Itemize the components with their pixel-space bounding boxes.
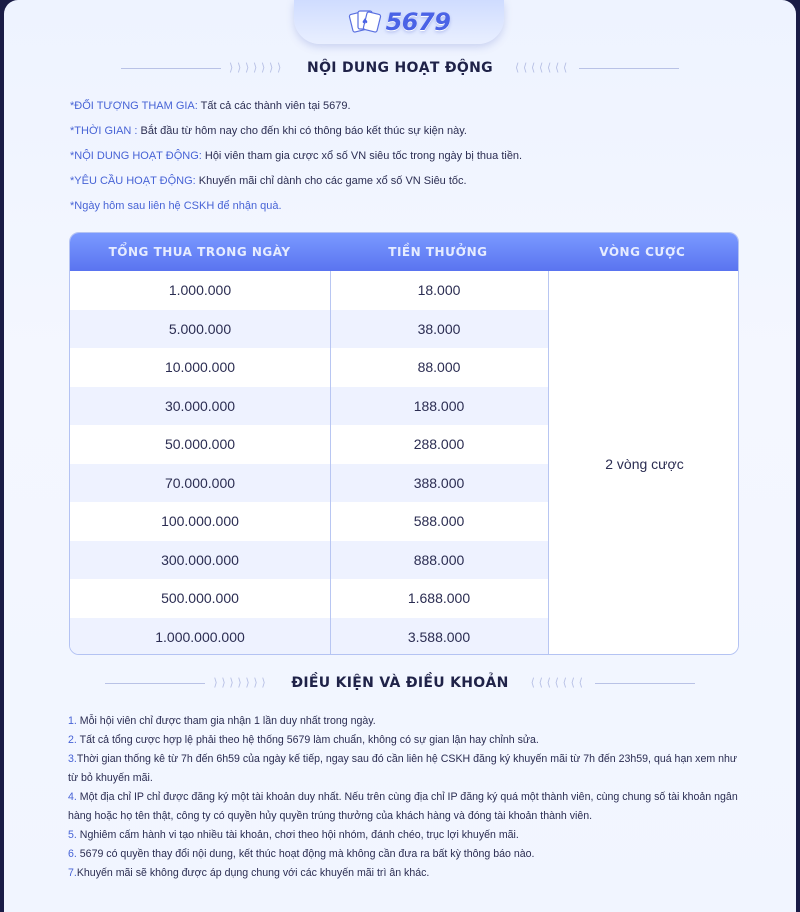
table-row: [70, 348, 548, 387]
table-row: [70, 271, 548, 310]
bonus-cell: 1.688.000: [407, 590, 471, 607]
table-row: [70, 502, 548, 541]
chevron-decoration: ⟨ ⟨ ⟨ ⟨ ⟨ ⟨ ⟨: [514, 61, 568, 74]
term-item: 4. Một địa chỉ IP chỉ được đăng ký một tài khoản duy nhất. Nếu trên cùng địa chỉ IP đăng ký quá một thành viên, cùng chung số tài khoản ngân hàng hoặc họ tên thật, công ty có quyền hủy quyền trúng thưởng của khách hàng và đóng tài khoản thành viên.: [68, 791, 738, 822]
table-row: [70, 425, 548, 464]
table-header: [70, 233, 738, 271]
daily-loss-cell: 1.000.000.000: [155, 628, 245, 645]
table-row: [70, 541, 548, 580]
term-item: 6. 5679 có quyền thay đổi nội dung, kết thúc hoạt động mà không cần đưa ra bất kỳ thông báo nào.: [68, 848, 535, 860]
divider: [579, 68, 679, 69]
daily-loss-cell: 50.000.000: [164, 436, 236, 453]
daily-loss-cell: 1.000.000: [168, 282, 232, 299]
daily-loss-cell: 5.000.000: [168, 320, 232, 337]
table-row: [70, 579, 548, 618]
divider: [105, 683, 205, 684]
bonus-cell: 588.000: [413, 513, 465, 530]
info-row-participants: *ĐỐI TƯỢNG THAM GIA: Tất cả các thành viên tại 5679.: [70, 100, 351, 112]
reward-table: [69, 232, 739, 655]
bonus-cell: 288.000: [413, 436, 465, 453]
chevron-decoration: ⟨ ⟨ ⟨ ⟨ ⟨ ⟨ ⟨: [530, 676, 583, 689]
info-row-content: *NỘI DUNG HOẠT ĐỘNG: Hội viên tham gia cược xổ số VN siêu tốc trong ngày bị thua tiền.: [70, 150, 523, 162]
table-row: [70, 310, 548, 349]
bonus-cell: 38.000: [417, 320, 461, 337]
playing-cards-icon: [348, 9, 382, 35]
logo-text: 5679: [385, 8, 451, 36]
daily-loss-cell: 100.000.000: [161, 513, 239, 530]
bonus-cell: 18.000: [417, 282, 461, 299]
daily-loss-cell: 70.000.000: [164, 474, 236, 491]
bonus-cell: 88.000: [417, 359, 461, 376]
wagering-cell: 2 vòng cược: [549, 271, 739, 655]
section-title: NỘI DUNG HOẠT ĐỘNG: [307, 60, 493, 76]
info-row-requirement: *YÊU CẦU HOẠT ĐỘNG: Khuyến mãi chỉ dành cho các game xổ số VN Siêu tốc.: [70, 175, 467, 187]
daily-loss-cell: 300.000.000: [161, 551, 239, 568]
divider: [121, 68, 221, 69]
bonus-cell: 888.000: [413, 551, 465, 568]
divider: [595, 683, 695, 684]
daily-loss-cell: 10.000.000: [164, 359, 236, 376]
section-header-terms: [4, 671, 796, 695]
header-bonus: TIỀN THƯỞNG: [388, 245, 488, 259]
daily-loss-cell: 500.000.000: [161, 590, 239, 607]
term-item: 2. Tất cả tổng cược hợp lệ phải theo hệ thống 5679 làm chuẩn, không có sự gian lận hay chỉnh sửa.: [68, 734, 539, 746]
chevron-decoration: ⟩ ⟩ ⟩ ⟩ ⟩ ⟩ ⟩: [213, 676, 266, 689]
section-title: ĐIỀU KIỆN VÀ ĐIỀU KHOẢN: [291, 675, 509, 691]
promo-page: [4, 0, 796, 912]
table-body: [70, 271, 738, 655]
chevron-decoration: ⟩ ⟩ ⟩ ⟩ ⟩ ⟩ ⟩: [229, 61, 282, 74]
activity-info: [70, 94, 750, 219]
bonus-cell: 3.588.000: [407, 628, 471, 645]
header-daily-loss: TỔNG THUA TRONG NGÀY: [108, 245, 291, 259]
terms-list: [68, 712, 748, 883]
bonus-cell: 388.000: [413, 474, 465, 491]
info-row-contact: *Ngày hôm sau liên hệ CSKH để nhận quà.: [70, 200, 282, 212]
daily-loss-cell: 30.000.000: [164, 397, 236, 414]
term-item: 7.Khuyến mãi sẽ không được áp dụng chung với các khuyến mãi trì ân khác.: [68, 867, 430, 879]
svg-text:♠: ♠: [361, 17, 369, 26]
info-row-time: *THỜI GIAN : Bắt đầu từ hôm nay cho đến khi có thông báo kết thúc sự kiện này.: [70, 125, 467, 137]
bonus-cell: 188.000: [413, 397, 465, 414]
term-item: 3.Thời gian thống kê từ 7h đến 6h59 của ngày kế tiếp, ngay sau đó cần liên hệ CSKH đăng ký khuyến mãi từ 7h đến 23h59, quá hạn xem như từ bỏ khuyến mãi.: [68, 753, 738, 784]
term-item: 1. Mỗi hội viên chỉ được tham gia nhận 1 lần duy nhất trong ngày.: [68, 715, 376, 727]
table-row: [70, 618, 548, 656]
header-wagering: VÒNG CƯỢC: [599, 245, 686, 259]
table-row: [70, 464, 548, 503]
logo-tab: [294, 0, 504, 44]
section-header-activity: [4, 56, 796, 80]
table-row: [70, 387, 548, 426]
divider: [548, 271, 549, 655]
divider: [330, 271, 331, 655]
term-item: 5. Nghiêm cấm hành vi tạo nhiều tài khoản, chơi theo hội nhóm, đánh chéo, trục lợi khuyến mãi.: [68, 829, 519, 841]
